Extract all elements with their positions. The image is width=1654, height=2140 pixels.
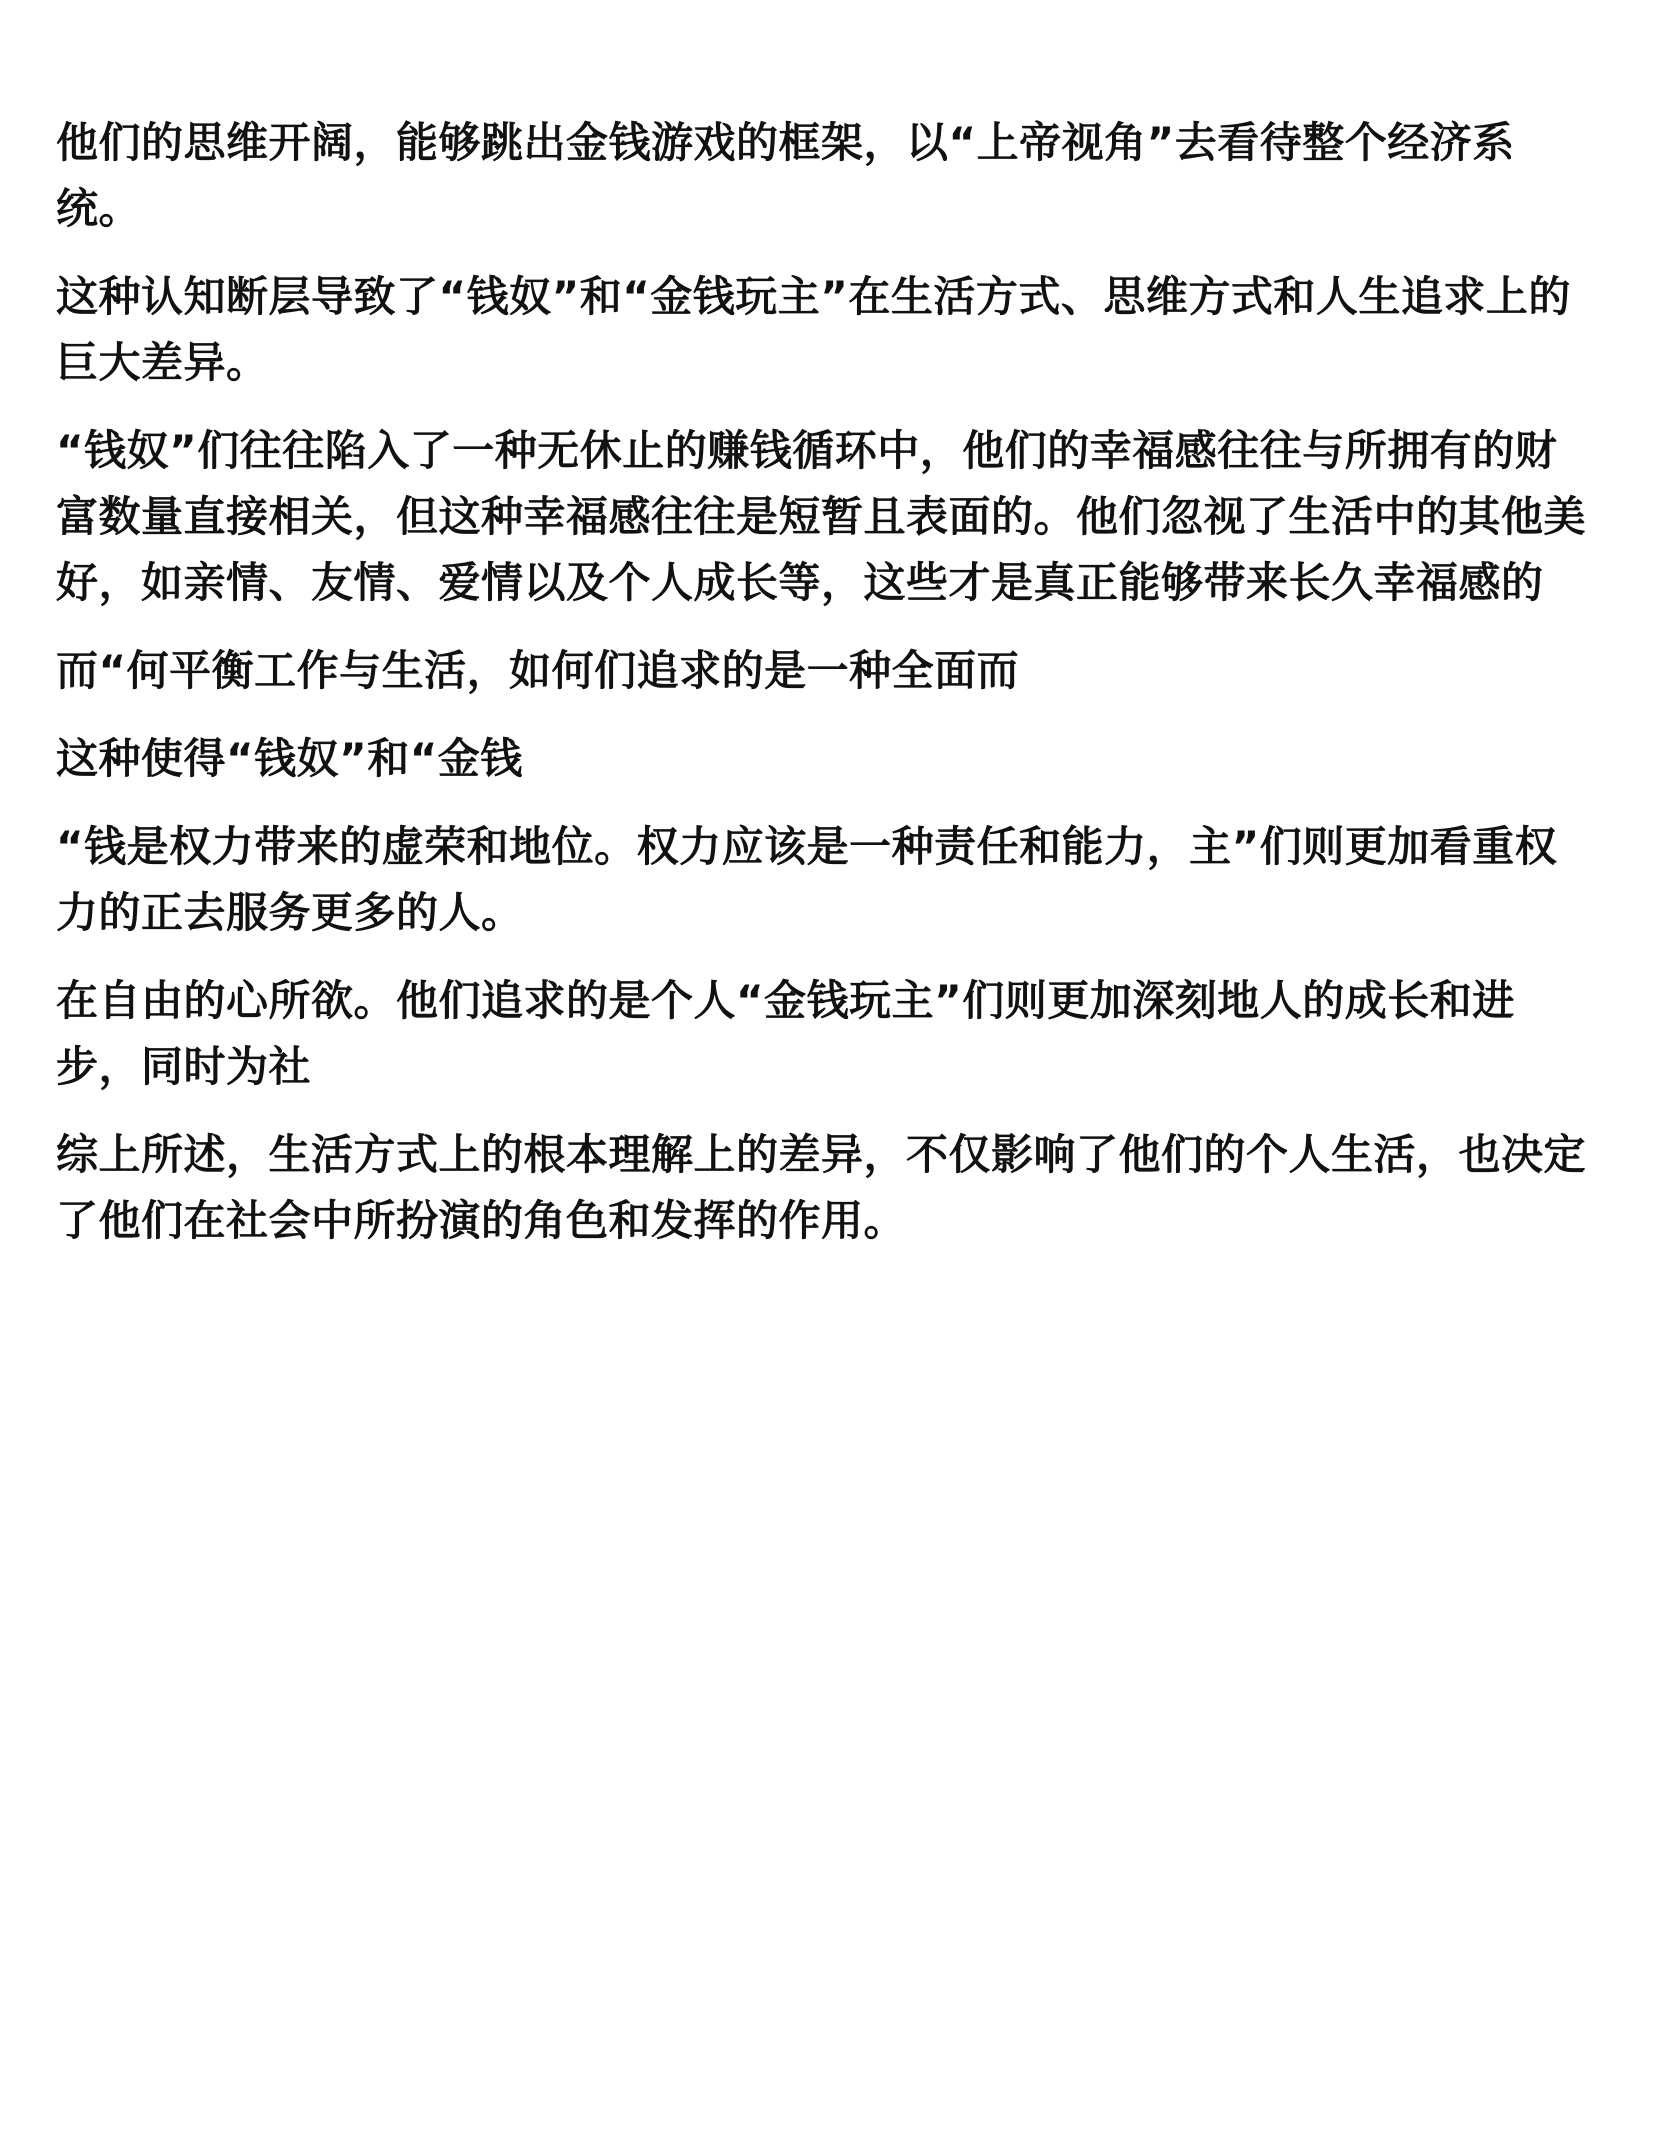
paragraph-8: 综上所述，生活方式上的根本理解上的差异，不仅影响了他们的个人生活，也决定了他们在社会中所扮演的角色和发挥的作用。	[56, 1130, 1587, 1245]
paragraph-1: 他们的思维开阔，能够跳出金钱游戏的框架，以“上帝视角”去看待整个经济系统。	[56, 118, 1515, 233]
paragraph-2: 这种认知断层导致了“钱奴”和“金钱玩主”在生活方式、思维方式和人生追求上的巨大差异。	[56, 272, 1571, 387]
paragraph-4: 而“何平衡工作与生活，如何们追求的是一种全面而	[56, 646, 1020, 695]
paragraph-5: 这种使得“钱奴”和“金钱	[56, 734, 523, 783]
paragraph-7: 在自由的心所欲。他们追求的是个人“金钱玩主”们则更加深刻地人的成长和进步，同时为社	[56, 976, 1515, 1091]
paragraph-6: “钱是权力带来的虚荣和地位。权力应该是一种责任和能力，主”们则更加看重权力的正去服务更多的人。	[56, 822, 1558, 937]
article-body	[56, 110, 1586, 1276]
paragraph-3: “钱奴”们往往陷入了一种无休止的赚钱循环中，他们的幸福感往往与所拥有的财富数量直接相关，但这种幸福感往往是短暂且表面的。他们忽视了生活中的其他美好，如亲情、友情、爱情以及个人成长等，这些才是真正能够带来长久幸福感的	[56, 426, 1587, 607]
